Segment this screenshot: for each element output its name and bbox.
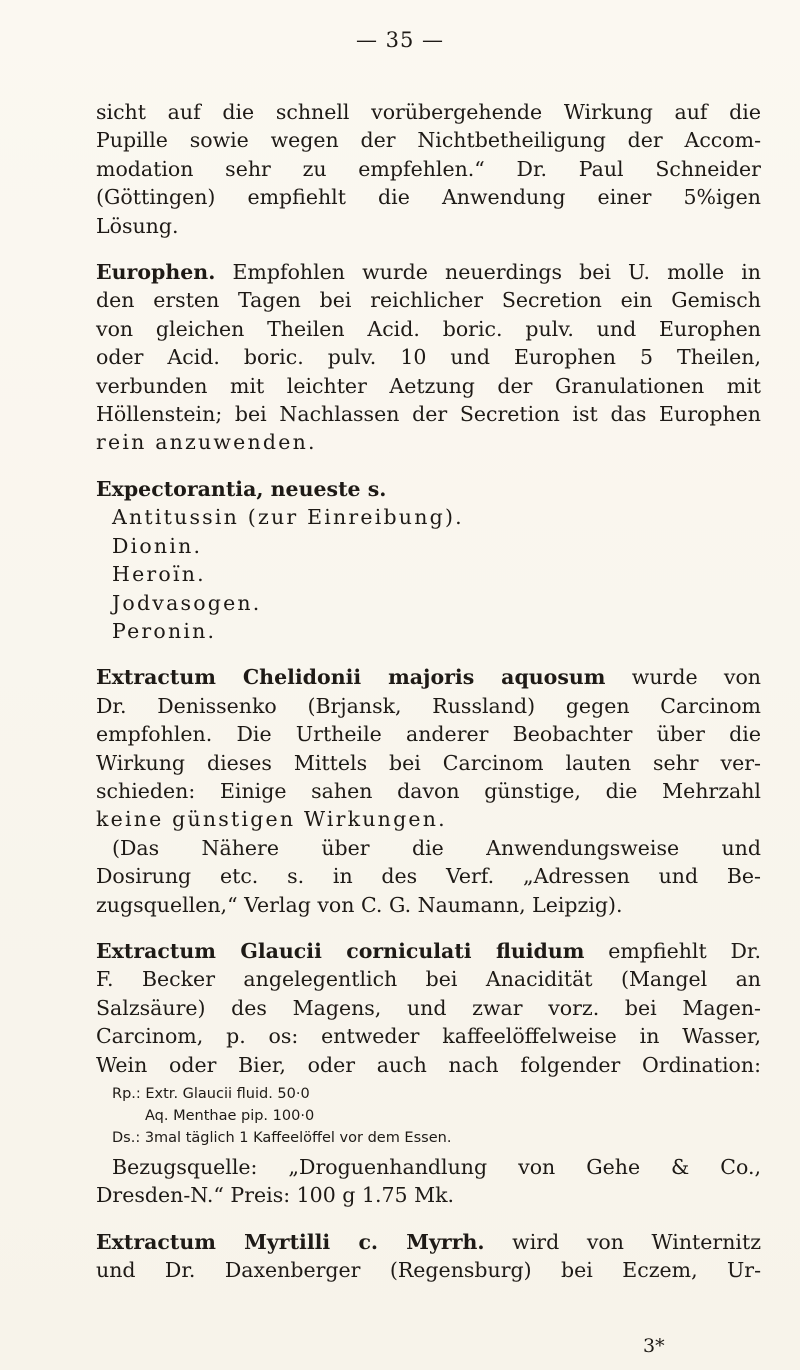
text-line: Lösung. [96,213,179,238]
prescription-line: Ds.: 3mal täglich 1 Kaffeelöffel vor dem Essen. [112,1130,452,1146]
text-line: und Dr. Daxenberger (Regensburg) bei Eczem, Ur- [96,1258,761,1283]
list-item: Peronin. [112,618,217,643]
entry-chelidonii [96,663,761,919]
entry-glaucii [96,937,761,1210]
text-line: wurde von [631,665,761,690]
entry-heading: Extractum Myrtilli c. Myrrh. [96,1229,485,1254]
entry-heading: Extractum Glaucii corniculati fluidum [96,938,585,963]
text-line: F. Becker angelegentlich bei Anacidität (Mangel an [96,967,761,992]
prescription-line: Rp.: Extr. Glaucii fluid. 50·0 [112,1086,310,1102]
text-line: Carcinom, p. os: entweder kaffeelöffelweise in Wasser, [96,1024,761,1049]
text-line: Empfohlen wurde neuerdings bei U. molle in [232,260,761,285]
text-line: Bezugsquelle: „Droguenhandlung von Gehe & Co., [112,1155,761,1179]
text-line: Wirkung dieses Mittels bei Carcinom lauten sehr ver- [96,750,761,775]
text-line: (Göttingen) empfiehlt die Anwendung einer 5%igen [96,185,761,210]
text-line: verbunden mit leichter Aetzung der Granulationen mit [96,373,761,398]
text-line: Dresden-N.“ Preis: 100 g 1.75 Mk. [96,1183,455,1208]
text-line: sicht auf die schnell vorübergehende Wirkung auf die [96,100,761,124]
entry-heading: Expectorantia, neueste s. [96,476,387,501]
entry-heading: Europhen. [96,260,216,285]
text-line: Dr. Denissenko (Brjansk, Russland) gegen Carcinom [96,693,761,718]
list-item: Heroïn. [112,562,206,587]
text-line: empfiehlt Dr. [608,938,761,963]
text-line: keine günstigen Wirkungen. [96,807,447,832]
list-item: Jodvasogen. [112,590,262,615]
prescription-block [96,1083,761,1149]
text-line: modation sehr zu empfehlen.“ Dr. Paul Schneider [96,156,761,181]
text-line: schieden: Einige sahen davon günstige, die Mehrzahl [96,778,761,803]
text-line: wird von Winternitz [512,1229,761,1254]
text-line: Pupille sowie wegen der Nichtbetheiligung der Accom- [96,128,761,153]
list-item: Antitussin (zur Einreibung). [112,505,464,530]
text-line: von gleichen Theilen Acid. boric. pulv. und Europhen [96,316,761,341]
list-item: Dionin. [112,533,203,558]
text-line: Salzsäure) des Magens, und zwar vorz. bei Magen- [96,995,761,1020]
text-line: zugsquellen,“ Verlag von C. G. Naumann, Leipzig). [96,892,623,917]
text-line: Höllenstein; bei Nachlassen der Secretion ist das Europhen [96,402,761,427]
text-line: Wein oder Bier, oder auch nach folgender Ordination: [96,1052,761,1077]
entry-heading: Extractum Chelidonii majoris aquosum [96,665,606,690]
text-line: empfohlen. Die Urtheile anderer Beobachter über die [96,722,761,747]
page-number: — 35 — [355,28,445,52]
entry-expectorantia [96,475,761,645]
text-line: den ersten Tagen bei reichlicher Secretion ein Gemisch [96,288,761,313]
intro-paragraph [96,98,761,240]
entry-europhen [96,258,761,457]
prescription-line: Aq. Menthae pip. 100·0 [145,1108,315,1124]
signature-mark: 3* [643,1335,665,1357]
text-line: oder Acid. boric. pulv. 10 und Europhen 5 Theilen, [96,345,761,370]
page-body [96,98,761,1285]
text-line: (Das Nähere über die Anwendungsweise und [112,835,761,860]
text-line: rein anzuwenden. [96,430,317,455]
entry-myrtilli [96,1228,761,1285]
text-line: Dosirung etc. s. in des Verf. „Adressen und Be- [96,864,761,889]
